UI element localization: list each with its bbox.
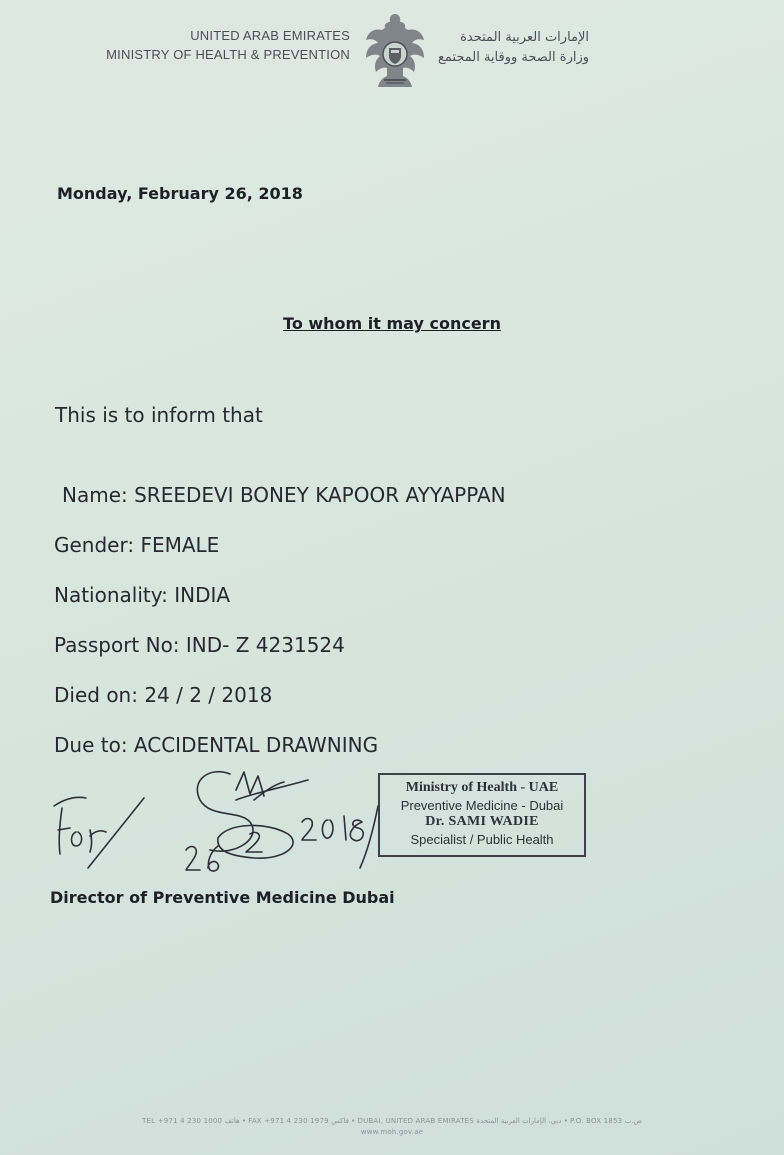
- footer-contact: TEL +971 4 230 1000 هاتف • FAX +971 4 230 1979 فاكس • DUBAI, UNITED ARAB EMIRATES دبي، الإمارات العربية المتحدة • P.O. BOX 1853 ص.ب: [142, 1117, 642, 1125]
- letterhead-footer: [0, 1116, 784, 1138]
- letter-subject-row: [0, 314, 784, 333]
- stamp-line-doctor: Dr. SAMI WADIE: [425, 814, 539, 829]
- letter-intro: This is to inform that: [55, 403, 263, 427]
- field-gender: Gender: FEMALE: [54, 533, 220, 557]
- ministry-name-english: [106, 26, 350, 64]
- stamp-line-ministry: Ministry of Health - UAE: [405, 780, 559, 795]
- footer-website: www.moh.gov.ae: [360, 1128, 424, 1136]
- field-passport: Passport No: IND- Z 4231524: [54, 633, 345, 657]
- handwritten-signature: [40, 760, 390, 890]
- ministry-name-arabic-line: وزارة الصحة ووقاية المجتمع: [438, 50, 590, 65]
- uae-falcon-emblem-icon: [362, 10, 428, 90]
- country-name-arabic: الإمارات العربية المتحدة: [460, 30, 590, 45]
- letter-date: Monday, February 26, 2018: [57, 184, 303, 203]
- letter-subject: To whom it may concern: [283, 314, 501, 333]
- official-stamp: [378, 773, 586, 857]
- field-name: Name: SREEDEVI BONEY KAPOOR AYYAPPAN: [62, 483, 506, 507]
- stamp-line-department: Preventive Medicine - Dubai: [400, 798, 564, 813]
- ministry-name: MINISTRY OF HEALTH & PREVENTION: [106, 47, 350, 62]
- country-name: UNITED ARAB EMIRATES: [190, 28, 350, 43]
- field-due-to: Due to: ACCIDENTAL DRAWNING: [54, 733, 379, 757]
- field-nationality: Nationality: INDIA: [54, 583, 231, 607]
- signatory-title: Director of Preventive Medicine Dubai: [50, 888, 395, 907]
- stamp-line-title: Specialist / Public Health: [410, 832, 554, 847]
- ministry-name-arabic: [438, 28, 589, 68]
- field-died-on: Died on: 24 / 2 / 2018: [54, 683, 273, 707]
